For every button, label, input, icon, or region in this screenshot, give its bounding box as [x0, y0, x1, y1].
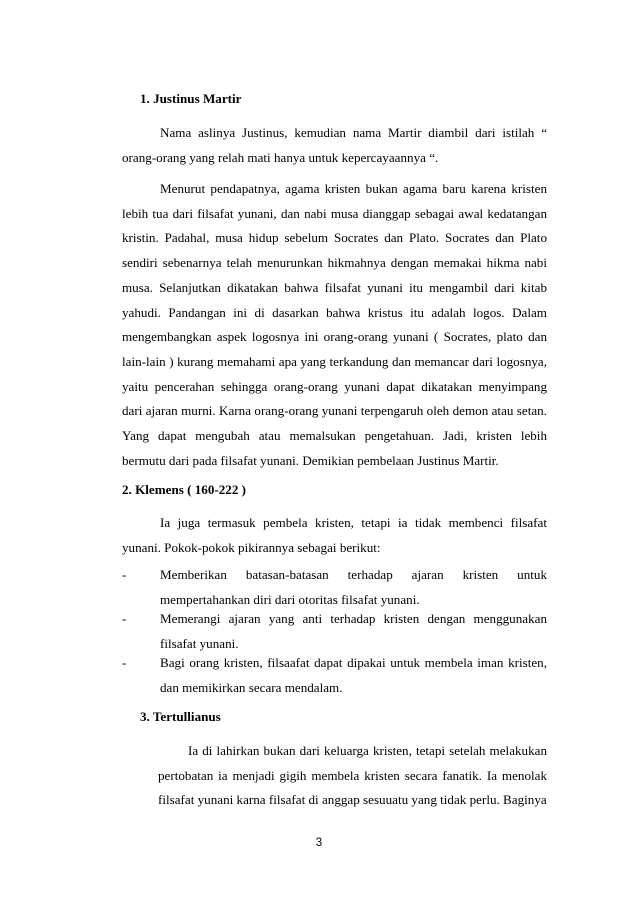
section-heading-klemens: 2. Klemens ( 160-222 ): [122, 482, 247, 497]
list-bullet: -: [122, 567, 127, 582]
list-item-text: Bagi orang kristen, filsaafat dapat dipakai untuk membela iman kristen, dan memikirkan secara mendalam.: [160, 655, 547, 695]
section-heading-tertullianus: 3. Tertullianus: [140, 709, 221, 724]
list-item: [122, 563, 547, 612]
list-item-text: Memberikan batasan-batasan terhadap ajaran kristen untuk mempertahankan diri dari otoritas filsafat yunani.: [160, 567, 547, 607]
justinus-paragraph-2: Menurut pendapatnya, agama kristen bukan agama baru karena kristen lebih tua dari filsafat yunani, dan nabi musa dianggap sebagai awal kedatangan kristin. Padahal, musa hidup sebelum Socrates dan Plato. Socrates dan Plato sendiri sebenarnya telah menurunkan hikmahnya dengan memakai hikma nabi musa. Selanjutkan dikatakan bahwa filsafat yunani itu mengambil dari kitab yahudi. Pandangan ini di dasarkan bahwa kristus itu adalah logos. Dalam mengembangkan aspek logosnya ini orang-orang yunani ( Socrates, plato dan lain-lain ) kurang memahami apa yang terkandung dan memancar dari logosnya, yaitu pencerahan sehingga orang-orang yunani dapat dikatakan menyimpang dari ajaran murni. Karna orang-orang yunani terpengaruh oleh demon atau setan. Yang dapat mengubah atau memalsukan pengetahuan. Jadi, kristen lebih bermutu dari pada filsafat yunani. Demikian pembelaan Justinus Martir.: [122, 181, 547, 468]
list-item-text: Memerangi ajaran yang anti terhadap kristen dengan menggunakan filsafat yunani.: [160, 611, 547, 651]
list-item: [122, 607, 547, 656]
list-bullet: -: [122, 611, 127, 626]
list-item: [122, 651, 547, 700]
section-heading-justinus: 1. Justinus Martir: [140, 91, 242, 106]
klemens-paragraph-1: Ia juga termasuk pembela kristen, tetapi ia tidak membenci filsafat yunani. Pokok-pokok pikirannya sebagai berikut:: [122, 515, 547, 555]
justinus-paragraph-1: Nama aslinya Justinus, kemudian nama Martir diambil dari istilah “ orang-orang yang relah mati hanya untuk kepercayaannya “.: [122, 125, 547, 165]
tertullianus-paragraph-1: Ia di lahirkan bukan dari keluarga kristen, tetapi setelah melakukan pertobatan ia menjadi gigih membela kristen secara fanatik. Ia menolak filsafat yunani karna filsafat di anggap sesuuatu yang tidak perlu. Baginya: [158, 743, 547, 808]
page-number: 3: [315, 837, 323, 849]
list-bullet: -: [122, 655, 127, 670]
